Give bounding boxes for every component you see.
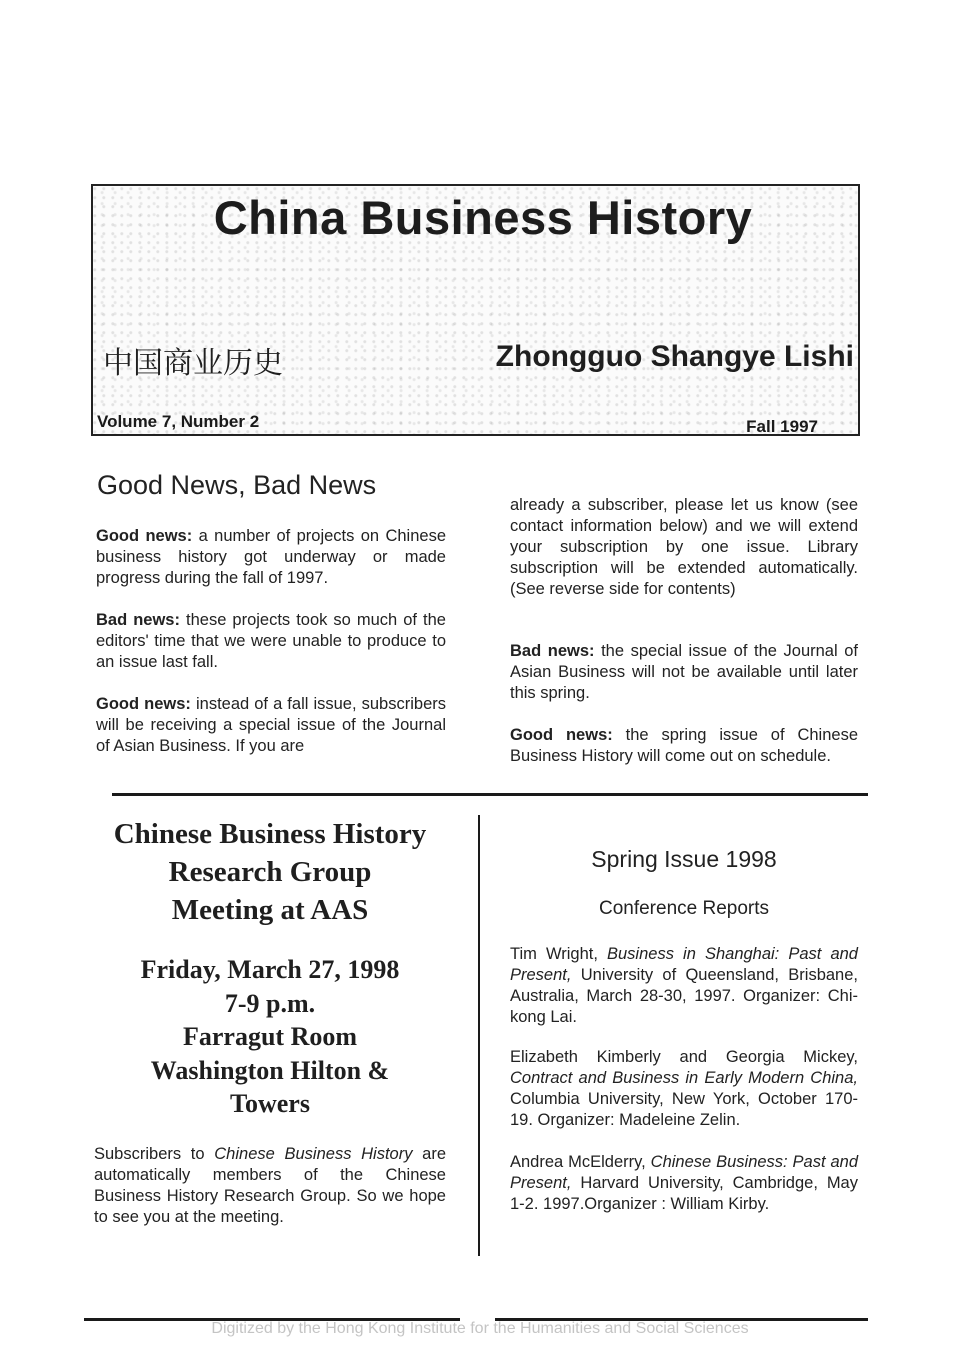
news-paragraph-6 xyxy=(510,725,858,767)
section-divider xyxy=(112,793,868,796)
report-2-author: Elizabeth Kimberly and Georgia Mickey, xyxy=(510,1048,858,1066)
meeting-venue-line-1: Washington Hilton & xyxy=(150,1055,390,1085)
digitization-watermark: Digitized by the Hong Kong Institute for the Humanities and Social Sciences xyxy=(211,1320,749,1337)
masthead-chinese-title: 中国商业历史 xyxy=(103,346,283,381)
news-paragraph-6-text: the spring issue of Chinese Business History will come out on schedule. xyxy=(510,726,858,765)
meeting-note xyxy=(94,1144,446,1228)
meeting-venue-line-2: Towers xyxy=(230,1089,310,1118)
news-paragraph-3 xyxy=(96,694,446,757)
meeting-time: 7-9 p.m. xyxy=(224,988,316,1018)
bad-news-label: Bad news: xyxy=(96,611,180,629)
good-news-label: Good news: xyxy=(510,726,613,744)
conference-report-1 xyxy=(510,944,858,1028)
report-1-details: University of Queensland, Brisbane, Australia, March 28-30, 1997. Organizer: Chi-kong Lai. xyxy=(510,966,858,1026)
masthead xyxy=(91,184,860,436)
report-3-details: Harvard University, Cambridge, May 1-2. 1997.Organizer : William Kirby. xyxy=(510,1174,858,1213)
news-paragraph-3-text: instead of a fall issue, subscribers will be receiving a special issue of the Journal of Asian Business. If you are xyxy=(96,695,446,755)
meeting-note-pre: Subscribers to xyxy=(94,1145,215,1163)
column-divider xyxy=(478,815,480,1256)
conference-reports-heading: Conference Reports xyxy=(598,898,770,919)
masthead-pinyin-title: Zhongguo Shangye Lishi xyxy=(495,340,854,373)
masthead-volume: Volume 7, Number 2 xyxy=(97,412,260,431)
masthead-issue-date: Fall 1997 xyxy=(746,417,818,436)
good-news-label: Good news: xyxy=(96,527,193,545)
meeting-note-post: are automatically members of the Chinese Business History Research Group. So we hope to see you at the meeting. xyxy=(94,1145,447,1226)
meeting-heading-line-1: Chinese Business History xyxy=(113,818,427,850)
meeting-date: Friday, March 27, 1998 xyxy=(140,955,400,984)
news-paragraph-4: already a subscriber, please let us know (see contact information below) and we will extend your subscription by one issue. Library subscription will be extended automatically. (See reverse side for contents) xyxy=(510,496,858,598)
news-paragraph-2 xyxy=(96,610,446,673)
masthead-title: China Business History xyxy=(213,191,753,244)
meeting-heading-line-2: Research Group xyxy=(168,856,372,888)
report-1-title: Business in Shanghai: Past and Present, xyxy=(510,945,858,984)
news-paragraph-1-text: a number of projects on Chinese business history got underway or made progress during the fall of 1997. xyxy=(96,527,446,587)
news-paragraph-5-text: the special issue of the Journal of Asian Business will not be available until later this spring. xyxy=(510,642,858,702)
report-2-title: Contract and Business in Early Modern China, xyxy=(510,1069,858,1087)
report-3-author: Andrea McElderry, xyxy=(510,1153,651,1171)
news-paragraph-1 xyxy=(96,526,446,589)
good-news-label: Good news: xyxy=(96,695,191,713)
spring-issue-heading: Spring Issue 1998 xyxy=(591,846,777,872)
meeting-room: Farragut Room xyxy=(182,1022,357,1051)
news-paragraph-2-text: these projects took so much of the editors' time that we were unable to produce to an issue last fall. xyxy=(96,611,446,671)
news-paragraph-5 xyxy=(510,641,858,704)
conference-report-2 xyxy=(510,1047,858,1131)
report-2-details: Columbia University, New York, October 170-19. Organizer: Madeleine Zelin. xyxy=(510,1090,858,1129)
meeting-details xyxy=(84,953,456,1121)
report-3-title: Chinese Business: Past and Present, xyxy=(510,1153,859,1192)
report-1-author: Tim Wright, xyxy=(510,945,607,963)
meeting-heading xyxy=(84,815,456,929)
conference-report-3 xyxy=(510,1152,858,1215)
news-heading: Good News, Bad News xyxy=(97,470,377,500)
meeting-heading-line-3: Meeting at AAS xyxy=(171,894,369,926)
meeting-note-italic: Chinese Business History xyxy=(214,1145,413,1163)
bad-news-label: Bad news: xyxy=(510,642,595,660)
